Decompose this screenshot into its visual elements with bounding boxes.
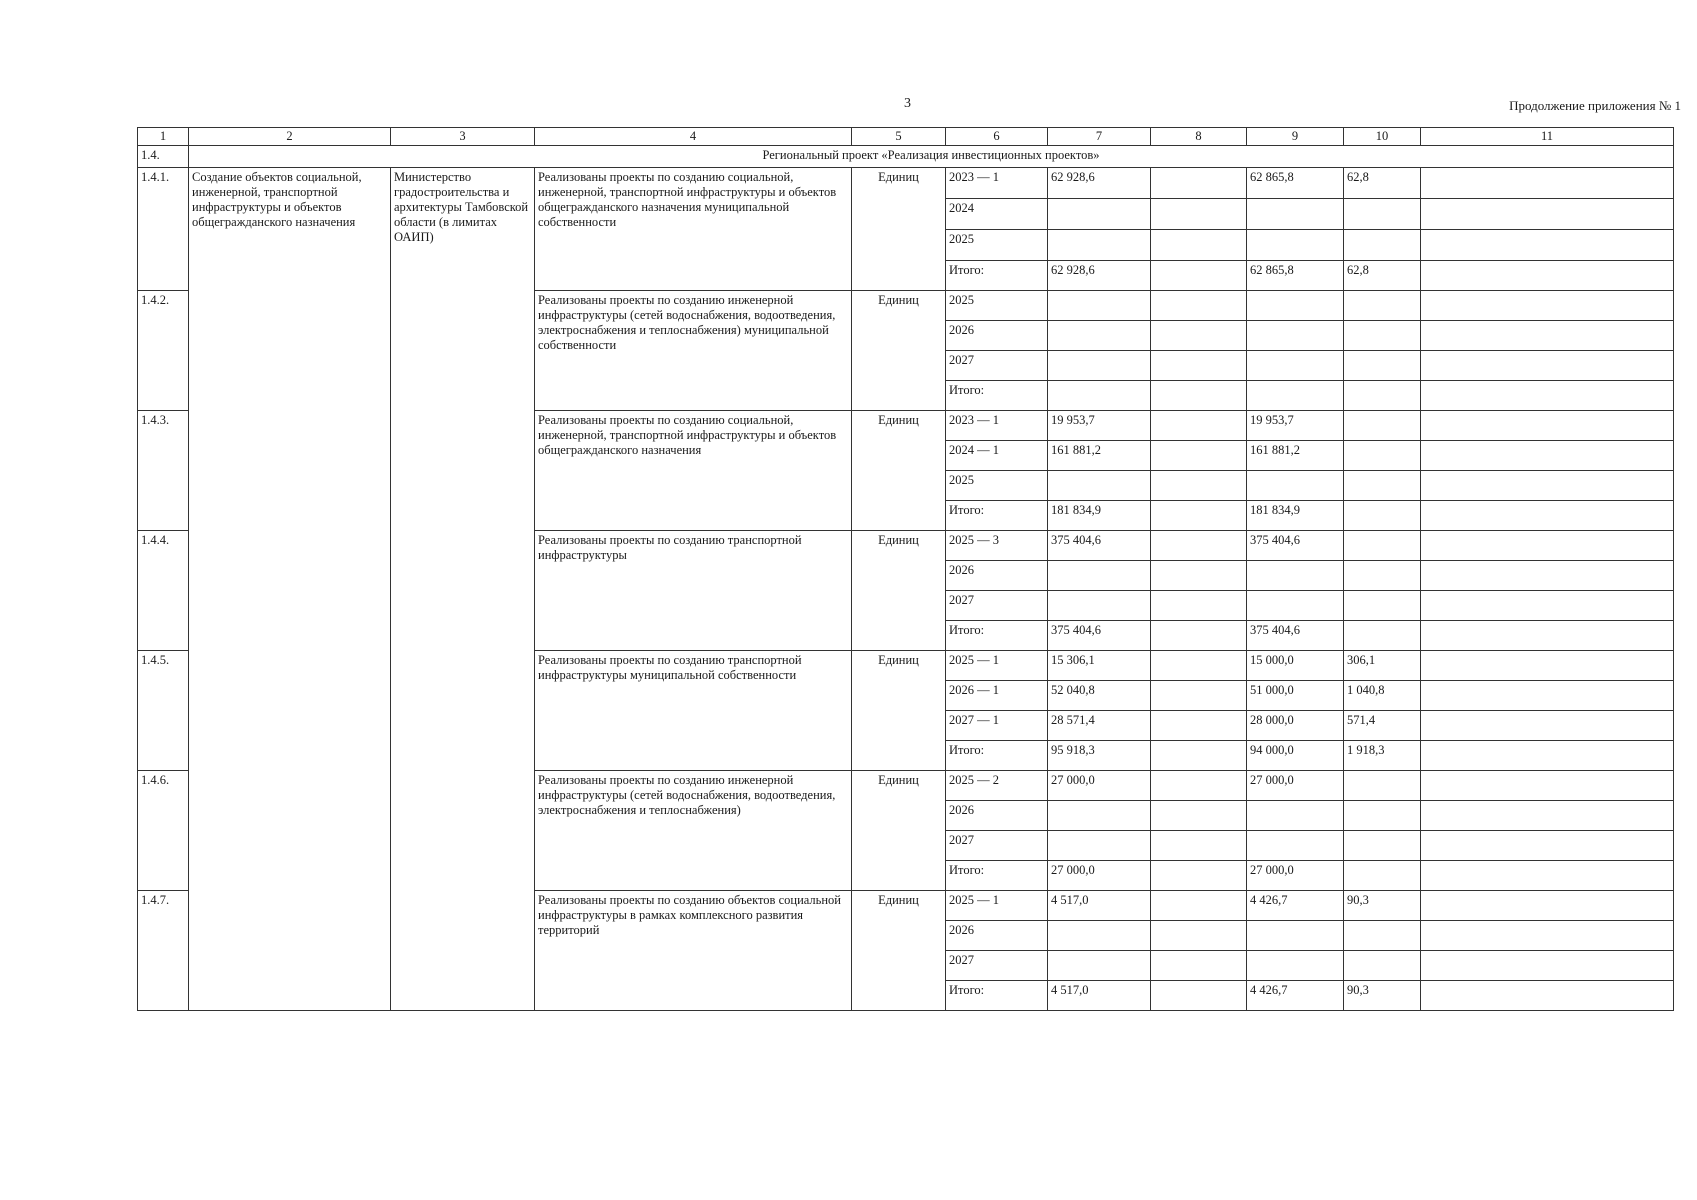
other-cell [1421,381,1674,411]
regional-cell: 19 953,7 [1247,411,1344,441]
year-cell: Итого: [946,981,1048,1011]
other-cell [1421,261,1674,291]
total-cell [1048,291,1151,321]
federal-cell [1151,981,1247,1011]
item-number: 1.4.1. [138,168,189,291]
appendix-note: Продолжение приложения № 1 [1509,98,1681,113]
regional-cell [1247,561,1344,591]
local-cell [1344,230,1421,261]
other-cell [1421,951,1674,981]
federal-cell [1151,561,1247,591]
federal-cell [1151,411,1247,441]
result-description: Реализованы проекты по созданию транспортной инфраструктуры муниципальной собственности [535,651,852,771]
other-cell [1421,561,1674,591]
other-cell [1421,861,1674,891]
total-cell: 15 306,1 [1048,651,1151,681]
total-cell: 52 040,8 [1048,681,1151,711]
table-row [138,168,1674,199]
other-cell [1421,411,1674,441]
regional-cell [1247,471,1344,501]
year-cell: 2023 — 1 [946,411,1048,441]
federal-cell [1151,801,1247,831]
other-cell [1421,801,1674,831]
federal-cell [1151,471,1247,501]
result-description: Реализованы проекты по созданию социальной, инженерной, транспортной инфраструктуры и объектов общегражданского назначения муниципальной собственности [535,168,852,291]
local-cell [1344,801,1421,831]
local-cell [1344,441,1421,471]
year-cell: 2025 [946,291,1048,321]
year-cell: 2025 — 3 [946,531,1048,561]
local-cell: 306,1 [1344,651,1421,681]
other-cell [1421,230,1674,261]
column-header-row [138,128,1674,146]
total-cell [1048,801,1151,831]
other-cell [1421,891,1674,921]
other-cell [1421,621,1674,651]
result-description: Реализованы проекты по созданию объектов социальной инфраструктуры в рамках комплексного развития территорий [535,891,852,1011]
year-cell: 2027 [946,351,1048,381]
total-cell: 4 517,0 [1048,891,1151,921]
total-cell: 27 000,0 [1048,861,1151,891]
unit: Единиц [852,168,946,291]
local-cell [1344,831,1421,861]
unit: Единиц [852,651,946,771]
federal-cell [1151,531,1247,561]
local-cell [1344,531,1421,561]
federal-cell [1151,741,1247,771]
regional-cell: 4 426,7 [1247,981,1344,1011]
federal-cell [1151,230,1247,261]
total-cell: 62 928,6 [1048,261,1151,291]
unit: Единиц [852,771,946,891]
year-cell: 2027 — 1 [946,711,1048,741]
regional-cell [1247,831,1344,861]
local-cell [1344,861,1421,891]
executor: Министерство градостроительства и архитектуры Тамбовской области (в лимитах ОАИП) [391,168,535,1011]
other-cell [1421,291,1674,321]
column-header: 1 [138,128,189,146]
other-cell [1421,921,1674,951]
federal-cell [1151,861,1247,891]
other-cell [1421,681,1674,711]
regional-cell [1247,921,1344,951]
total-cell: 19 953,7 [1048,411,1151,441]
local-cell [1344,921,1421,951]
regional-cell [1247,321,1344,351]
year-cell: 2027 [946,831,1048,861]
local-cell [1344,621,1421,651]
local-cell [1344,381,1421,411]
other-cell [1421,351,1674,381]
other-cell [1421,591,1674,621]
year-cell: 2024 — 1 [946,441,1048,471]
regional-cell: 94 000,0 [1247,741,1344,771]
year-cell: 2025 [946,471,1048,501]
data-table [137,127,1674,1011]
total-cell [1048,561,1151,591]
column-header: 2 [189,128,391,146]
other-cell [1421,168,1674,199]
total-cell: 181 834,9 [1048,501,1151,531]
total-cell [1048,381,1151,411]
year-cell: 2025 — 1 [946,651,1048,681]
year-cell: 2026 [946,561,1048,591]
federal-cell [1151,651,1247,681]
other-cell [1421,501,1674,531]
item-number: 1.4.4. [138,531,189,651]
total-cell [1048,351,1151,381]
other-cell [1421,741,1674,771]
total-cell [1048,321,1151,351]
column-header: 10 [1344,128,1421,146]
local-cell: 62,8 [1344,261,1421,291]
regional-cell: 375 404,6 [1247,531,1344,561]
column-header: 5 [852,128,946,146]
year-cell: Итого: [946,741,1048,771]
total-cell: 27 000,0 [1048,771,1151,801]
total-cell [1048,951,1151,981]
regional-cell [1247,291,1344,321]
year-cell: 2023 — 1 [946,168,1048,199]
year-cell: Итого: [946,261,1048,291]
regional-cell [1247,951,1344,981]
column-header: 6 [946,128,1048,146]
federal-cell [1151,168,1247,199]
federal-cell [1151,921,1247,951]
local-cell [1344,471,1421,501]
item-number: 1.4.7. [138,891,189,1011]
other-cell [1421,471,1674,501]
regional-cell: 27 000,0 [1247,771,1344,801]
federal-cell [1151,199,1247,230]
local-cell [1344,771,1421,801]
section-row [138,146,1674,168]
local-cell [1344,561,1421,591]
federal-cell [1151,291,1247,321]
year-cell: 2027 [946,951,1048,981]
local-cell [1344,951,1421,981]
regional-cell: 161 881,2 [1247,441,1344,471]
unit: Единиц [852,531,946,651]
unit: Единиц [852,291,946,411]
federal-cell [1151,501,1247,531]
federal-cell [1151,771,1247,801]
other-cell [1421,651,1674,681]
column-header: 3 [391,128,535,146]
regional-cell [1247,351,1344,381]
other-cell [1421,981,1674,1011]
event-name: Создание объектов социальной, инженерной, транспортной инфраструктуры и объектов общегражданского назначения [189,168,391,1011]
local-cell [1344,199,1421,230]
total-cell: 62 928,6 [1048,168,1151,199]
year-cell: 2027 [946,591,1048,621]
federal-cell [1151,681,1247,711]
other-cell [1421,711,1674,741]
regional-cell: 51 000,0 [1247,681,1344,711]
regional-cell [1247,230,1344,261]
local-cell [1344,591,1421,621]
federal-cell [1151,381,1247,411]
total-cell: 375 404,6 [1048,621,1151,651]
regional-cell [1247,381,1344,411]
item-number: 1.4.2. [138,291,189,411]
local-cell [1344,291,1421,321]
local-cell: 1 918,3 [1344,741,1421,771]
year-cell: Итого: [946,861,1048,891]
other-cell [1421,531,1674,561]
total-cell [1048,230,1151,261]
local-cell [1344,411,1421,441]
other-cell [1421,441,1674,471]
total-cell [1048,591,1151,621]
section-title: Региональный проект «Реализация инвестиционных проектов» [189,146,1674,168]
year-cell: 2024 [946,199,1048,230]
total-cell [1048,471,1151,501]
year-cell: Итого: [946,621,1048,651]
federal-cell [1151,591,1247,621]
year-cell: 2025 [946,230,1048,261]
year-cell: 2026 [946,321,1048,351]
item-number: 1.4.5. [138,651,189,771]
column-header: 9 [1247,128,1344,146]
total-cell [1048,199,1151,230]
year-cell: 2026 [946,921,1048,951]
total-cell [1048,831,1151,861]
year-cell: Итого: [946,381,1048,411]
local-cell: 90,3 [1344,891,1421,921]
unit: Единиц [852,891,946,1011]
result-description: Реализованы проекты по созданию инженерной инфраструктуры (сетей водоснабжения, водоотведения, электроснабжения и теплоснабжения) [535,771,852,891]
unit: Единиц [852,411,946,531]
regional-cell: 181 834,9 [1247,501,1344,531]
item-number: 1.4.3. [138,411,189,531]
local-cell [1344,501,1421,531]
federal-cell [1151,351,1247,381]
local-cell [1344,321,1421,351]
local-cell: 571,4 [1344,711,1421,741]
total-cell: 161 881,2 [1048,441,1151,471]
regional-cell: 4 426,7 [1247,891,1344,921]
regional-cell: 375 404,6 [1247,621,1344,651]
other-cell [1421,199,1674,230]
regional-cell: 27 000,0 [1247,861,1344,891]
regional-cell: 62 865,8 [1247,168,1344,199]
year-cell: 2026 — 1 [946,681,1048,711]
column-header: 8 [1151,128,1247,146]
local-cell: 62,8 [1344,168,1421,199]
year-cell: 2025 — 2 [946,771,1048,801]
column-header: 11 [1421,128,1674,146]
result-description: Реализованы проекты по созданию социальной, инженерной, транспортной инфраструктуры и объектов общегражданского назначения [535,411,852,531]
section-number: 1.4. [138,146,189,168]
federal-cell [1151,321,1247,351]
local-cell: 90,3 [1344,981,1421,1011]
other-cell [1421,321,1674,351]
other-cell [1421,831,1674,861]
regional-cell: 15 000,0 [1247,651,1344,681]
result-description: Реализованы проекты по созданию транспортной инфраструктуры [535,531,852,651]
regional-cell [1247,591,1344,621]
result-description: Реализованы проекты по созданию инженерной инфраструктуры (сетей водоснабжения, водоотведения, электроснабжения и теплоснабжения) муниципальной собственности [535,291,852,411]
item-number: 1.4.6. [138,771,189,891]
total-cell: 375 404,6 [1048,531,1151,561]
regional-cell: 62 865,8 [1247,261,1344,291]
federal-cell [1151,951,1247,981]
federal-cell [1151,891,1247,921]
federal-cell [1151,831,1247,861]
year-cell: 2026 [946,801,1048,831]
federal-cell [1151,441,1247,471]
regional-cell: 28 000,0 [1247,711,1344,741]
regional-cell [1247,801,1344,831]
federal-cell [1151,261,1247,291]
column-header: 7 [1048,128,1151,146]
federal-cell [1151,711,1247,741]
local-cell: 1 040,8 [1344,681,1421,711]
year-cell: 2025 — 1 [946,891,1048,921]
total-cell: 95 918,3 [1048,741,1151,771]
total-cell [1048,921,1151,951]
year-cell: Итого: [946,501,1048,531]
total-cell: 4 517,0 [1048,981,1151,1011]
federal-cell [1151,621,1247,651]
page-number: 3 [904,96,911,111]
other-cell [1421,771,1674,801]
column-header: 4 [535,128,852,146]
local-cell [1344,351,1421,381]
total-cell: 28 571,4 [1048,711,1151,741]
regional-cell [1247,199,1344,230]
